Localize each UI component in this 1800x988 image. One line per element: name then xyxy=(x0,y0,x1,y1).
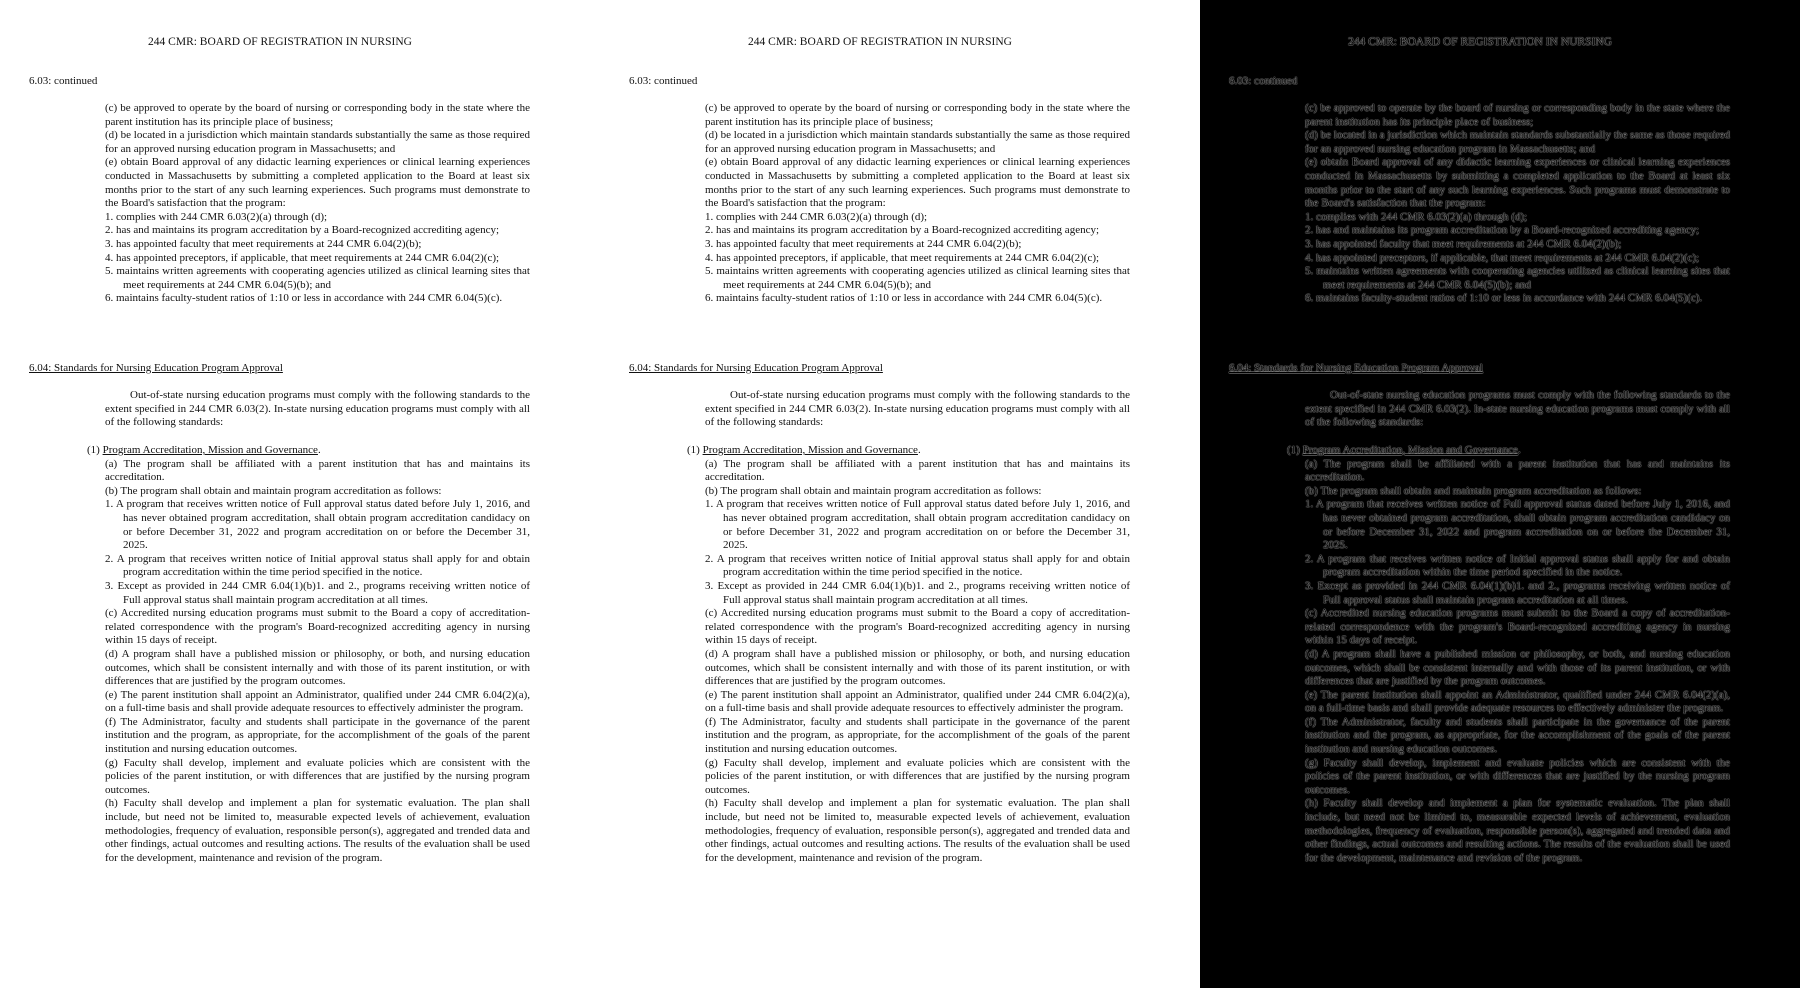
page-panel-copy xyxy=(600,0,1200,988)
item-e3: 3. has appointed faculty that meet requirements at 244 CMR 6.04(2)(b); xyxy=(1305,237,1622,250)
item-a: (a) The program shall be affiliated with a parent institution that has and maintains its accreditation. xyxy=(105,457,530,484)
section-604-intro: Out-of-state nursing education programs must comply with the following standards to the extent specified in 244 CMR 6.03(2). In-state nursing education programs must comply with all of the following standards: xyxy=(1305,389,1730,429)
item-c: (c) Accredited nursing education programs must submit to the Board a copy of accreditation-related correspondence with the program's Board-recognized accrediting agency in nursing within 15 days of receipt. xyxy=(105,607,530,647)
item-a: (a) The program shall be affiliated with a parent institution that has and maintains its accreditation. xyxy=(705,457,1130,484)
item-d: (d) A program shall have a published mission or philosophy, or both, and nursing education outcomes, which shall be consistent internally and with those of its parent institution, or with differences that are justified by the program outcomes. xyxy=(705,647,1130,688)
item-e6: 6. maintains faculty-student ratios of 1:10 or less in accordance with 244 CMR 6.04(5)(c). xyxy=(105,292,503,305)
item-f: (f) The Administrator, faculty and students shall participate in the governance of the parent institution and the program, as appropriate, for the accomplishment of the goals of the parent institution and nursing education outcomes. xyxy=(105,715,530,756)
section-603-body xyxy=(1305,102,1730,306)
item-b2: 2. A program that receives written notice of Initial approval status shall apply for and obtain program accreditation within the time period specified in the notice. xyxy=(1305,552,1730,579)
item-e4: 4. has appointed preceptors, if applicable, that meet requirements at 244 CMR 6.04(2)(c); xyxy=(105,251,500,264)
item-d: (d) A program shall have a published mission or philosophy, or both, and nursing education outcomes, which shall be consistent internally and with those of its parent institution, or with differences that are justified by the program outcomes. xyxy=(105,647,530,688)
item-e3: 3. has appointed faculty that meet requirements at 244 CMR 6.04(2)(b); xyxy=(105,237,422,250)
item-h: (h) Faculty shall develop and implement a plan for systematic evaluation. The plan shall include, but need not be limited to, measurable expected levels of achievement, evaluation methodologies, frequency of evaluation, responsible person(s), aggregated and trended data and other findings, actual outcomes and resulting actions. The results of the evaluation shall be used for the development, maintenance and revision of the program. xyxy=(105,797,530,864)
item-f: (f) The Administrator, faculty and students shall participate in the governance of the parent institution and the program, as appropriate, for the accomplishment of the goals of the parent institution and nursing education outcomes. xyxy=(705,715,1130,756)
item-d: (d) be located in a jurisdiction which maintain standards substantially the same as those required for an approved nursing education program in Massachusetts; and xyxy=(105,129,530,155)
item-b-list xyxy=(705,498,1130,607)
subsection-title: Program Accreditation, Mission and Governance xyxy=(702,444,918,456)
item-e-list xyxy=(705,211,1130,306)
item-h: (h) Faculty shall develop and implement a plan for systematic evaluation. The plan shall include, but need not be limited to, measurable expected levels of achievement, evaluation methodologies, frequency of evaluation, responsible person(s), aggregated and trended data and other findings, actual outcomes and resulting actions. The results of the evaluation shall be used for the development, maintenance and revision of the program. xyxy=(705,797,1130,864)
item-b3: 3. Except as provided in 244 CMR 6.04(1)(b)1. and 2., programs receiving written notice of Full approval status shall maintain program accreditation at all times. xyxy=(705,579,1130,606)
item-e5: 5. maintains written agreements with cooperating agencies utilized as clinical learning sites that meet requirements at 244 CMR 6.04(5)(b); and xyxy=(1305,265,1730,291)
subsection-title: Program Accreditation, Mission and Governance xyxy=(102,444,318,456)
item-b3: 3. Except as provided in 244 CMR 6.04(1)(b)1. and 2., programs receiving written notice of Full approval status shall maintain program accreditation at all times. xyxy=(105,579,530,606)
section-604-intro: Out-of-state nursing education programs must comply with the following standards to the extent specified in 244 CMR 6.03(2). In-state nursing education programs must comply with all of the following standards: xyxy=(105,389,530,429)
item-b: (b) The program shall obtain and maintain program accreditation as follows: xyxy=(705,484,1042,497)
item-e1: 1. complies with 244 CMR 6.03(2)(a) through (d); xyxy=(705,210,928,223)
item-e5: 5. maintains written agreements with cooperating agencies utilized as clinical learning sites that meet requirements at 244 CMR 6.04(5)(b); and xyxy=(105,265,530,291)
item-e: (e) The parent institution shall appoint an Administrator, qualified under 244 CMR 6.04(2)(a), on a full-time basis and shall provide adequate resources to effectively administer the program. xyxy=(705,688,1130,715)
item-e4: 4. has appointed preceptors, if applicable, that meet requirements at 244 CMR 6.04(2)(c); xyxy=(1305,251,1700,264)
section-604-intro: Out-of-state nursing education programs must comply with the following standards to the extent specified in 244 CMR 6.03(2). In-state nursing education programs must comply with all of the following standards: xyxy=(705,389,1130,429)
document-page xyxy=(600,0,1200,988)
page-header: 244 CMR: BOARD OF REGISTRATION IN NURSING xyxy=(148,36,412,48)
page-header: 244 CMR: BOARD OF REGISTRATION IN NURSING xyxy=(748,36,1012,48)
item-c: (c) be approved to operate by the board of nursing or corresponding body in the state where the parent institution has its principle place of business; xyxy=(105,102,530,128)
section-604-1-body xyxy=(687,444,1130,865)
item-e1: 1. complies with 244 CMR 6.03(2)(a) through (d); xyxy=(1305,210,1528,223)
page-header: 244 CMR: BOARD OF REGISTRATION IN NURSING xyxy=(1348,36,1612,48)
page-panel-inverted xyxy=(1200,0,1800,988)
section-604-1-body xyxy=(1287,444,1730,865)
item-c: (c) Accredited nursing education programs must submit to the Board a copy of accreditation-related correspondence with the program's Board-recognized accrediting agency in nursing within 15 days of receipt. xyxy=(705,607,1130,647)
item-b-list xyxy=(1305,498,1730,607)
section-604-title: 6.04: Standards for Nursing Education Program Approval xyxy=(629,362,883,374)
item-e-list xyxy=(1305,211,1730,306)
item-c: (c) be approved to operate by the board of nursing or corresponding body in the state where the parent institution has its principle place of business; xyxy=(1305,102,1730,128)
item-e: (e) obtain Board approval of any didactic learning experiences or clinical learning experiences conducted in Massachusetts by submitting a completed application to the Board at least six months prior to the start of any such learning experiences. Such programs must demonstrate to the Board's satisfaction that the program: xyxy=(1305,156,1730,210)
item-b2: 2. A program that receives written notice of Initial approval status shall apply for and obtain program accreditation within the time period specified in the notice. xyxy=(705,552,1130,579)
subsection-1-heading: (1) Program Accreditation, Mission and Governance. xyxy=(1287,444,1521,456)
item-b1: 1. A program that receives written notice of Full approval status dated before July 1, 2016, and has never obtained program accreditation, shall obtain program accreditation candidacy on or before December 31, 2022 and program accreditation on or before the December 31, 2025. xyxy=(705,498,1130,552)
item-e2: 2. has and maintains its program accreditation by a Board-recognized accrediting agency; xyxy=(1305,224,1700,237)
subsection-1-heading: (1) Program Accreditation, Mission and Governance. xyxy=(87,444,321,456)
item-g: (g) Faculty shall develop, implement and evaluate policies which are consistent with the policies of the parent institution, or with differences that are justified by the nursing program outcomes. xyxy=(705,756,1130,796)
item-e3: 3. has appointed faculty that meet requirements at 244 CMR 6.04(2)(b); xyxy=(705,237,1022,250)
item-h: (h) Faculty shall develop and implement a plan for systematic evaluation. The plan shall include, but need not be limited to, measurable expected levels of achievement, evaluation methodologies, frequency of evaluation, responsible person(s), aggregated and trended data and other findings, actual outcomes and resulting actions. The results of the evaluation shall be used for the development, maintenance and revision of the program. xyxy=(1305,797,1730,864)
item-d: (d) be located in a jurisdiction which maintain standards substantially the same as those required for an approved nursing education program in Massachusetts; and xyxy=(1305,129,1730,155)
item-b3: 3. Except as provided in 244 CMR 6.04(1)(b)1. and 2., programs receiving written notice of Full approval status shall maintain program accreditation at all times. xyxy=(1305,579,1730,606)
item-g: (g) Faculty shall develop, implement and evaluate policies which are consistent with the policies of the parent institution, or with differences that are justified by the nursing program outcomes. xyxy=(1305,756,1730,796)
subsection-title: Program Accreditation, Mission and Governance xyxy=(1302,444,1518,456)
section-603-body xyxy=(105,102,530,306)
item-e: (e) The parent institution shall appoint an Administrator, qualified under 244 CMR 6.04(2)(a), on a full-time basis and shall provide adequate resources to effectively administer the program. xyxy=(105,688,530,715)
section-604-title: 6.04: Standards for Nursing Education Program Approval xyxy=(1229,362,1483,374)
subsection-1-heading: (1) Program Accreditation, Mission and Governance. xyxy=(687,444,921,456)
continued-label: 6.03: continued xyxy=(629,75,698,87)
item-e1: 1. complies with 244 CMR 6.03(2)(a) through (d); xyxy=(105,210,328,223)
item-e4: 4. has appointed preceptors, if applicable, that meet requirements at 244 CMR 6.04(2)(c); xyxy=(705,251,1100,264)
subsection-number: (1) xyxy=(87,444,103,456)
item-a: (a) The program shall be affiliated with a parent institution that has and maintains its accreditation. xyxy=(1305,457,1730,484)
item-b-list xyxy=(105,498,530,607)
item-g: (g) Faculty shall develop, implement and evaluate policies which are consistent with the policies of the parent institution, or with differences that are justified by the nursing program outcomes. xyxy=(105,756,530,796)
item-d: (d) A program shall have a published mission or philosophy, or both, and nursing education outcomes, which shall be consistent internally and with those of its parent institution, or with differences that are justified by the program outcomes. xyxy=(1305,647,1730,688)
item-e: (e) obtain Board approval of any didactic learning experiences or clinical learning experiences conducted in Massachusetts by submitting a completed application to the Board at least six months prior to the start of any such learning experiences. Such programs must demonstrate to the Board's satisfaction that the program: xyxy=(705,156,1130,210)
document-page xyxy=(1200,0,1800,988)
item-e5: 5. maintains written agreements with cooperating agencies utilized as clinical learning sites that meet requirements at 244 CMR 6.04(5)(b); and xyxy=(705,265,1130,291)
continued-label: 6.03: continued xyxy=(1229,75,1298,87)
item-e2: 2. has and maintains its program accreditation by a Board-recognized accrediting agency; xyxy=(105,224,500,237)
item-b2: 2. A program that receives written notice of Initial approval status shall apply for and obtain program accreditation within the time period specified in the notice. xyxy=(105,552,530,579)
item-b1: 1. A program that receives written notice of Full approval status dated before July 1, 2016, and has never obtained program accreditation, shall obtain program accreditation candidacy on or before December 31, 2022 and program accreditation on or before the December 31, 2025. xyxy=(105,498,530,552)
item-c: (c) Accredited nursing education programs must submit to the Board a copy of accreditation-related correspondence with the program's Board-recognized accrediting agency in nursing within 15 days of receipt. xyxy=(1305,607,1730,647)
item-b: (b) The program shall obtain and maintain program accreditation as follows: xyxy=(105,484,442,497)
item-b1: 1. A program that receives written notice of Full approval status dated before July 1, 2016, and has never obtained program accreditation, shall obtain program accreditation candidacy on or before December 31, 2022 and program accreditation on or before the December 31, 2025. xyxy=(1305,498,1730,552)
item-e2: 2. has and maintains its program accreditation by a Board-recognized accrediting agency; xyxy=(705,224,1100,237)
document-page xyxy=(0,0,600,988)
section-604-title: 6.04: Standards for Nursing Education Program Approval xyxy=(29,362,283,374)
item-b: (b) The program shall obtain and maintain program accreditation as follows: xyxy=(1305,484,1642,497)
section-604-1-body xyxy=(87,444,530,865)
item-e: (e) obtain Board approval of any didactic learning experiences or clinical learning experiences conducted in Massachusetts by submitting a completed application to the Board at least six months prior to the start of any such learning experiences. Such programs must demonstrate to the Board's satisfaction that the program: xyxy=(105,156,530,210)
item-e6: 6. maintains faculty-student ratios of 1:10 or less in accordance with 244 CMR 6.04(5)(c). xyxy=(705,292,1103,305)
item-f: (f) The Administrator, faculty and students shall participate in the governance of the parent institution and the program, as appropriate, for the accomplishment of the goals of the parent institution and nursing education outcomes. xyxy=(1305,715,1730,756)
section-603-body xyxy=(705,102,1130,306)
item-c: (c) be approved to operate by the board of nursing or corresponding body in the state where the parent institution has its principle place of business; xyxy=(705,102,1130,128)
page-panel-original xyxy=(0,0,600,988)
subsection-number: (1) xyxy=(1287,444,1303,456)
subsection-number: (1) xyxy=(687,444,703,456)
item-e6: 6. maintains faculty-student ratios of 1:10 or less in accordance with 244 CMR 6.04(5)(c). xyxy=(1305,292,1703,305)
continued-label: 6.03: continued xyxy=(29,75,98,87)
item-e-list xyxy=(105,211,530,306)
item-d: (d) be located in a jurisdiction which maintain standards substantially the same as those required for an approved nursing education program in Massachusetts; and xyxy=(705,129,1130,155)
item-e: (e) The parent institution shall appoint an Administrator, qualified under 244 CMR 6.04(2)(a), on a full-time basis and shall provide adequate resources to effectively administer the program. xyxy=(1305,688,1730,715)
